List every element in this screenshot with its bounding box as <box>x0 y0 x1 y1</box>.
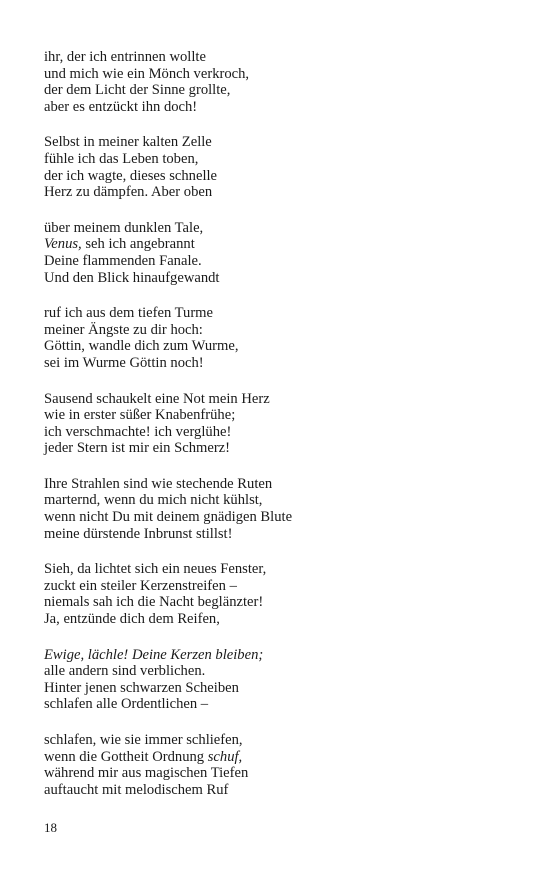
poem-line <box>44 424 514 441</box>
poem-line <box>44 663 514 680</box>
line-text: seh ich angebrannt <box>81 236 195 253</box>
stanza <box>44 732 514 798</box>
poem-body <box>44 49 514 817</box>
poem-line <box>44 476 514 493</box>
line-text: Göttin, wandle dich zum Wurme, <box>44 338 239 355</box>
poem-line <box>44 236 514 253</box>
poem-line <box>44 253 514 270</box>
line-text: Sieh, da lichtet sich ein neues Fenster, <box>44 561 267 578</box>
poem-line <box>44 99 514 116</box>
italic-text: schuf, <box>207 748 243 765</box>
line-text: schlafen alle Ordentlichen – <box>44 696 209 713</box>
line-text: Ihre Strahlen sind wie stechende Ruten <box>44 475 273 492</box>
poem-line <box>44 391 514 408</box>
poem-line <box>44 782 514 799</box>
poem-line <box>44 440 514 457</box>
poem-line <box>44 765 514 782</box>
poem-line <box>44 578 514 595</box>
stanza <box>44 647 514 713</box>
line-text: Ja, entzünde dich dem Reifen, <box>44 611 220 628</box>
poem-line <box>44 696 514 713</box>
line-text: der ich wagte, dieses schnelle <box>44 167 218 184</box>
poem-line <box>44 647 514 664</box>
line-text: Herz zu dämpfen. Aber oben <box>44 184 213 201</box>
poem-line <box>44 338 514 355</box>
stanza <box>44 305 514 371</box>
line-text: jeder Stern ist mir ein Schmerz! <box>44 440 231 457</box>
poem-line <box>44 49 514 66</box>
line-text: aber es entzückt ihn doch! <box>44 98 198 115</box>
poem-line <box>44 407 514 424</box>
poem-line <box>44 680 514 697</box>
line-text: Hinter jenen schwarzen Scheiben <box>44 679 239 696</box>
stanza <box>44 561 514 627</box>
line-text: meiner Ängste zu dir hoch: <box>44 321 203 338</box>
italic-text: Ewige, lächle! Deine Kerzen bleiben; <box>44 646 264 663</box>
line-text: ich verschmachte! ich verglühe! <box>44 423 232 440</box>
line-text: niemals sah ich die Nacht beglänzter! <box>44 594 264 611</box>
line-text: über meinem dunklen Tale, <box>44 219 204 236</box>
line-text: fühle ich das Leben toben, <box>44 150 199 167</box>
poem-line <box>44 611 514 628</box>
line-text: Sausend schaukelt eine Not mein Herz <box>44 390 270 407</box>
line-text: wenn nicht Du mit deinem gnädigen Blute <box>44 509 293 526</box>
line-text: sei im Wurme Göttin noch! <box>44 354 204 371</box>
line-text: marternd, wenn du mich nicht kühlst, <box>44 492 263 509</box>
poem-line <box>44 134 514 151</box>
line-text: Und den Blick hinaufgewandt <box>44 269 220 286</box>
poem-line <box>44 732 514 749</box>
italic-text: Venus, <box>44 236 82 253</box>
stanza <box>44 391 514 457</box>
poem-line <box>44 322 514 339</box>
poem-line <box>44 220 514 237</box>
poem-line <box>44 270 514 287</box>
page-number: 18 <box>44 820 57 835</box>
stanza <box>44 220 514 286</box>
line-text: und mich wie ein Mönch verkroch, <box>44 65 250 82</box>
poem-line <box>44 168 514 185</box>
poem-line <box>44 749 514 766</box>
line-text: wie in erster süßer Knabenfrühe; <box>44 407 236 424</box>
line-text: meine dürstende Inbrunst stillst! <box>44 525 233 542</box>
stanza <box>44 134 514 200</box>
stanza <box>44 476 514 542</box>
line-text: der dem Licht der Sinne grollte, <box>44 82 231 99</box>
line-text: schlafen, wie sie immer schliefen, <box>44 732 243 748</box>
poem-line <box>44 509 514 526</box>
poem-line <box>44 82 514 99</box>
poem-line <box>44 526 514 543</box>
poem-line <box>44 492 514 509</box>
poem-line <box>44 561 514 578</box>
poem-line <box>44 151 514 168</box>
poem-line <box>44 355 514 372</box>
line-text: alle andern sind verblichen. <box>44 663 206 680</box>
poem-line <box>44 594 514 611</box>
line-text: auftaucht mit melodischem Ruf <box>44 781 229 798</box>
line-text: ihr, der ich entrinnen wollte <box>44 49 206 65</box>
poem-line <box>44 66 514 83</box>
line-text: Selbst in meiner kalten Zelle <box>44 134 212 151</box>
line-text: zuckt ein steiler Kerzenstreifen – <box>44 577 237 594</box>
poem-line <box>44 184 514 201</box>
poem-line <box>44 305 514 322</box>
line-text: ruf ich aus dem tiefen Turme <box>44 305 214 322</box>
line-text: wenn die Gottheit Ordnung <box>44 748 208 765</box>
line-text: Deine flammenden Fanale. <box>44 252 202 269</box>
stanza <box>44 49 514 115</box>
line-text: während mir aus magischen Tiefen <box>44 765 249 782</box>
